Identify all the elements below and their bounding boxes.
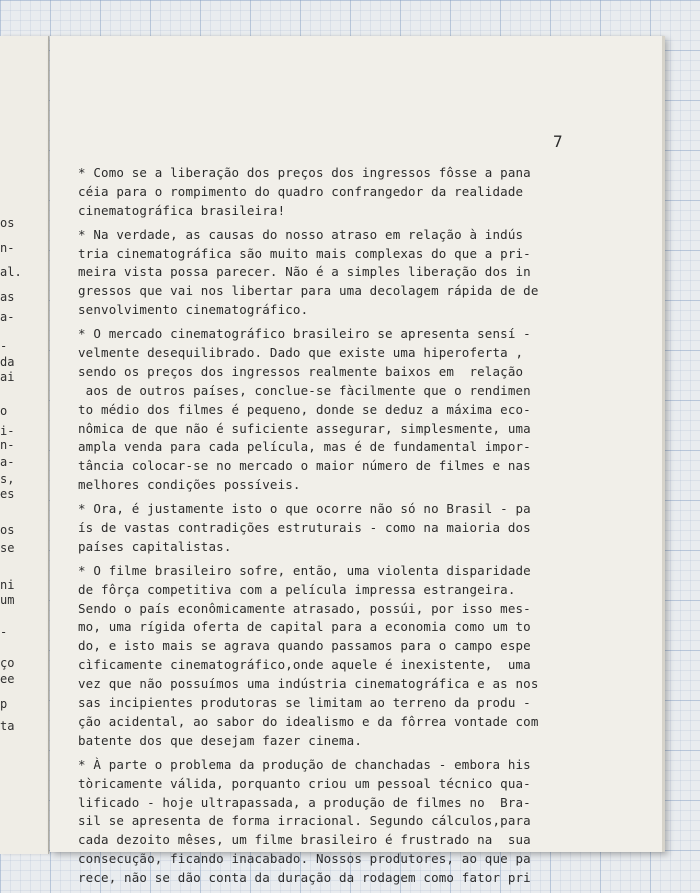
page-number: 7 [553, 132, 563, 151]
left-page-fragment: ni [0, 578, 15, 592]
text-line: ís de vastas contradições estruturais - como na maioria dos [78, 520, 531, 536]
left-page-fragment: es [0, 487, 15, 501]
left-page-fragment: da [0, 355, 15, 369]
text-line: * Ora, é justamente isto o que ocorre não só no Brasil - pa [78, 501, 531, 517]
left-page-fragment: - [0, 339, 8, 353]
text-line: ção acidental, ao sabor do idealismo e da fôrrea vontade com [78, 713, 539, 729]
text-line: * Como se a liberação dos preços dos ingressos fôsse a pana [78, 165, 531, 180]
left-page-fragment: os [0, 216, 15, 230]
text-line: velmente desequilibrado. Dado que existe uma hiperoferta , [78, 345, 524, 361]
text-line: sendo os preços dos ingressos realmente baixos em relação [78, 363, 524, 379]
text-line: tria cinematográfica são muito mais complexas do que a pri- [78, 245, 531, 261]
text-line: Sendo o país econômicamente atrasado, possúi, por isso mes- [78, 600, 531, 616]
left-page-fragment: ta [0, 719, 15, 733]
text-line: * O mercado cinematográfico brasileiro se apresenta sensí - [78, 326, 531, 342]
left-page-fragment: o [0, 404, 8, 418]
text-line: sil se apresenta de forma irracional. Segundo cálculos,para [78, 813, 531, 829]
text-line: * À parte o problema da produção de chanchadas - embora his [78, 756, 531, 772]
text-line: gressos que vai nos libertar para uma decolagem rápida de de [78, 283, 539, 299]
text-line: tòricamente válida, porquanto criou um pessoal técnico qua- [78, 775, 531, 791]
page-body-text [78, 164, 658, 893]
paragraph [78, 756, 658, 888]
text-line: to médio dos filmes é pequeno, donde se deduz a máxima eco- [78, 401, 531, 417]
text-line: rece, não se dão conta da duração da rodagem como fator pri [78, 870, 531, 886]
text-line: do, e isto mais se agrava quando passamos para o campo espe [78, 638, 531, 654]
text-line: aos de outros países, conclue-se fàcilmente que o rendimen [78, 382, 531, 398]
text-line: consecução, ficando inacabado. Nossos produtores, ao que pa [78, 851, 531, 867]
text-line: ampla venda para cada película, mas é de fundamental impor- [78, 439, 531, 455]
left-page-fragment: a- [0, 455, 15, 469]
left-page-fragment: se [0, 541, 15, 555]
left-page-fragment: - [0, 625, 8, 639]
left-page-fragment: os [0, 523, 15, 537]
text-line: tância colocar-se no mercado o maior número de filmes e nas [78, 458, 531, 474]
paragraph [78, 562, 658, 751]
left-page-fragment: n- [0, 438, 15, 452]
text-line: batente dos que desejam fazer cinema. [78, 732, 362, 748]
text-line: senvolvimento cinematográfico. [78, 302, 309, 318]
typewritten-page [50, 36, 665, 886]
left-page-fragment: ço [0, 656, 15, 670]
left-page-fragment: al. [0, 265, 22, 279]
adjacent-left-page [0, 36, 49, 854]
left-page-fragment: ee [0, 672, 15, 686]
paragraph [78, 226, 658, 320]
text-line: cada dezoito mêses, um filme brasileiro é frustrado na sua [78, 832, 531, 848]
paragraph [78, 164, 658, 221]
text-line: céia para o rompimento do quadro confrangedor da realidade [78, 183, 524, 199]
left-page-fragment: i- [0, 424, 15, 438]
left-page-fragment: s, [0, 472, 15, 486]
text-line: vez que não possuímos uma indústria cinematográfica e as nos [78, 676, 539, 692]
text-line: cìficamente cinematográfico,onde aquele é inexistente, uma [78, 657, 531, 673]
text-line: cinematográfica brasileira! [78, 202, 286, 218]
left-page-fragment: as [0, 290, 15, 304]
text-line: países capitalistas. [78, 538, 232, 554]
text-line: mo, uma rígida oferta de capital para a economia como um to [78, 619, 531, 635]
text-line: * O filme brasileiro sofre, então, uma violenta disparidade [78, 562, 531, 578]
text-line: melhores condições possíveis. [78, 477, 301, 493]
left-page-fragment: um [0, 593, 15, 607]
left-page-fragment: ai [0, 370, 15, 384]
paragraph [78, 500, 658, 557]
text-line: de fôrça competitiva com a película impressa estrangeira. [78, 581, 516, 597]
text-line: meira vista possa parecer. Não é a simples liberação dos in [78, 264, 531, 280]
left-page-fragment: a- [0, 310, 15, 324]
left-page-fragment: n- [0, 241, 15, 255]
text-line: * Na verdade, as causas do nosso atraso em relação à indús [78, 226, 524, 242]
paragraph [78, 325, 658, 495]
text-line: lificado - hoje ultrapassada, a produção de filmes no Bra- [78, 794, 531, 810]
text-line: sas incipientes produtoras se limitam ao terreno da produ - [78, 695, 531, 711]
left-page-fragment: p [0, 697, 8, 711]
text-line: nômica de que não é suficiente assegurar, simplesmente, uma [78, 420, 531, 436]
